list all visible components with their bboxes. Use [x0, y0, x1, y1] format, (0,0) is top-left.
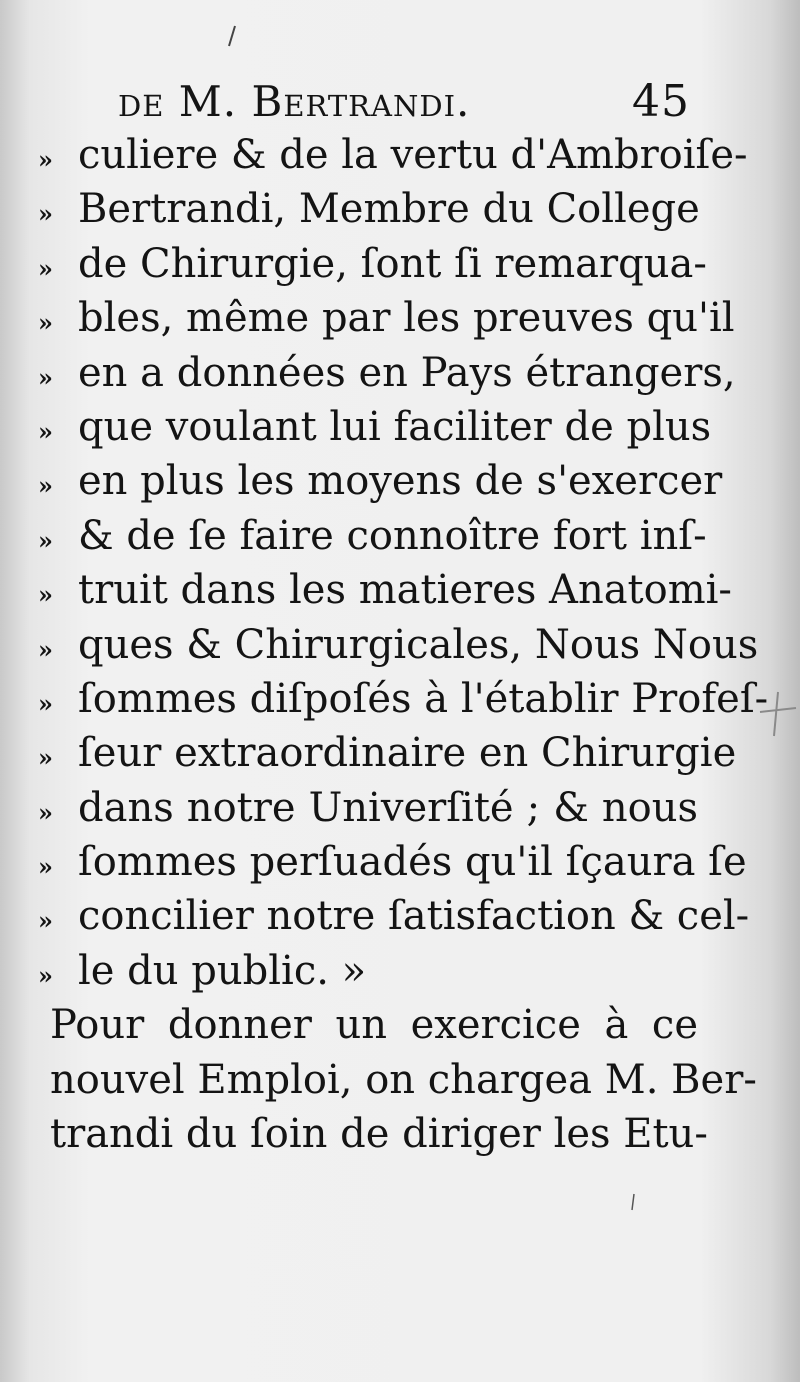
running-head [118, 72, 690, 132]
line-text: de Chirurgie, ſont ſi remarqua- [78, 240, 707, 287]
quote-mark: » [38, 634, 53, 664]
text-line [38, 400, 712, 454]
line-text: trandi du ſoin de diriger les Etu- [50, 1111, 708, 1158]
text-line [38, 1107, 708, 1161]
quote-mark: » [38, 199, 53, 229]
page-number: 45 [632, 76, 690, 127]
text-line [38, 237, 707, 291]
quote-mark: » [38, 416, 53, 446]
line-text: que voulant lui faciliter de plus [78, 403, 712, 450]
quote-mark: » [38, 253, 53, 283]
text-line [38, 509, 707, 563]
line-text: le du public. » [78, 947, 367, 994]
line-text: en a données en Pays étrangers, [78, 349, 736, 396]
text-line [38, 291, 735, 345]
text-line [38, 454, 723, 508]
line-text: culiere & de la vertu d'Ambroiſe- [78, 132, 748, 178]
line-text: en plus les moyens de s'exercer [78, 458, 723, 505]
body-text [38, 128, 769, 1161]
line-text: bles, même par les preuves qu'il [78, 295, 735, 342]
quote-mark: » [38, 797, 53, 827]
line-text: ſommes perſuadés qu'il ſçaura ſe [78, 839, 747, 886]
line-text: & de ſe faire connoître fort inſ- [78, 512, 707, 559]
line-text: Bertrandi, Membre du College [78, 186, 700, 233]
pen-mark-tick [225, 24, 239, 48]
text-line [38, 672, 769, 726]
line-text: ques & Chirurgicales, Nous Nous [78, 621, 759, 668]
line-text: truit dans les matieres Anatomi- [78, 567, 732, 614]
line-text: ſommes diſpoſés à l'établir Profeſ- [78, 675, 769, 722]
quote-mark: » [38, 308, 53, 338]
quote-mark: » [38, 960, 53, 990]
text-line [38, 346, 736, 400]
text-line [38, 998, 698, 1052]
quote-mark: » [38, 145, 53, 174]
line-text: Pour donner un exercice à ce [50, 1002, 698, 1049]
text-line [38, 128, 748, 182]
quote-mark: » [38, 580, 53, 610]
text-line [38, 1053, 757, 1107]
quote-mark: » [38, 362, 53, 392]
quote-mark: » [38, 525, 53, 555]
quote-mark: » [38, 471, 53, 501]
quote-mark: » [38, 906, 53, 936]
pen-mark-cross [758, 690, 798, 740]
text-line [38, 781, 698, 835]
text-line [38, 563, 732, 617]
line-text: nouvel Emploi, on chargea M. Ber- [50, 1056, 757, 1103]
line-text: dans notre Univerſité ; & nous [78, 784, 698, 831]
text-line [38, 944, 698, 998]
text-line [38, 726, 737, 780]
pen-mark-dot [628, 1192, 638, 1212]
quote-mark: » [38, 852, 53, 882]
line-text: concilier notre ſatisfaction & cel- [78, 893, 750, 940]
quote-mark: » [38, 743, 53, 773]
running-head-title: de M. Bertrandi. [118, 77, 471, 126]
line-text: ſeur extraordinaire en Chirurgie [78, 730, 737, 777]
text-line [38, 889, 750, 943]
text-line [38, 835, 747, 889]
quote-mark: » [38, 688, 53, 718]
text-line [38, 182, 698, 236]
text-line [38, 618, 759, 672]
